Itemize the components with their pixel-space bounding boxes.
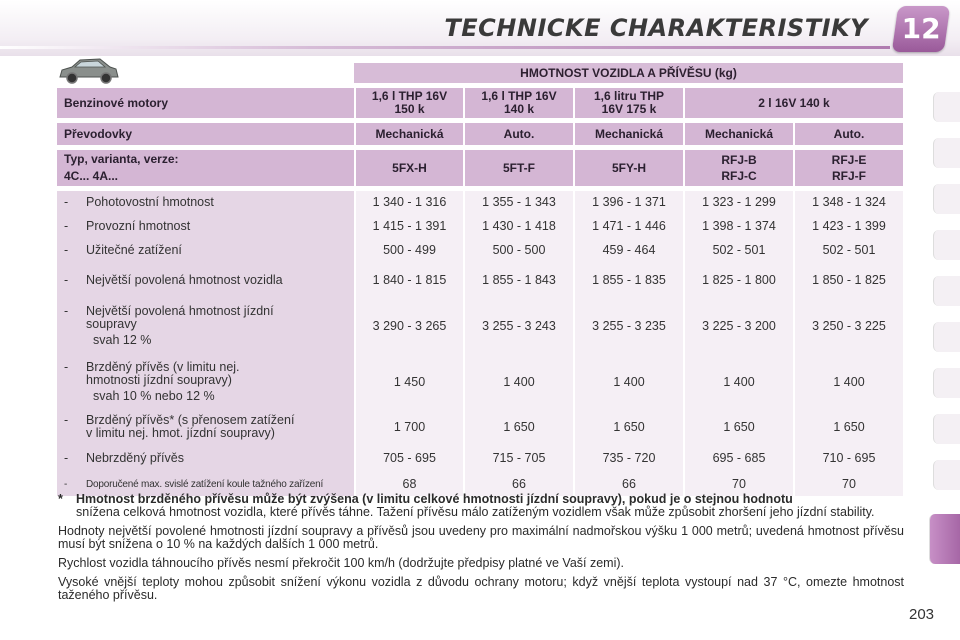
type-cell: 5FT-F [463,150,573,186]
row-value: 1 348 - 1 324 [793,191,903,214]
table-row [57,238,903,263]
type-label-line1: Typ, varianta, verze: [64,152,179,166]
row-dash: - [64,243,69,257]
edge-tab[interactable] [933,184,960,214]
row-label: Nebrzděný přívěs [86,451,184,465]
gearbox-cell: Auto. [463,123,573,145]
row-value: 1 415 - 1 391 [354,214,463,238]
type-cell: 5FY-H [573,150,683,186]
engine-cell: 1,6 l THP 16V 140 k [463,88,573,118]
row-value: 1 450 [354,355,463,409]
row-label-extra: svah 10 % nebo 12 % [93,389,215,403]
row-value: 1 650 [683,409,793,445]
gearbox-cell: Mechanická [354,123,463,145]
edge-tab[interactable] [933,230,960,260]
row-value: 459 - 464 [573,238,683,263]
row-value: 735 - 720 [573,445,683,472]
row-value: 1 400 [573,355,683,409]
gearbox-cell: Mechanická [683,123,793,145]
note-paragraph: Vysoké vnější teploty mohou způsobit snížení výkonu vozidla z důvodu ochrany motoru; když vnější teplota vystoupí nad 37 °C, omezte hmotnost taženého přívěsu. [58,575,904,602]
row-value: 1 430 - 1 418 [463,214,573,238]
row-label: Provozní hmotnost [86,218,191,233]
row-value: 1 323 - 1 299 [683,191,793,214]
table-caption: HMOTNOST VOZIDLA A PŘÍVĚSU (kg) [354,63,903,83]
row-dash: - [64,413,69,427]
table-row [57,214,903,238]
row-dash: - [64,360,69,374]
row-value: 3 225 - 3 200 [683,297,793,355]
engine-cell: 1,6 litru THP 16V 175 k [573,88,683,118]
row-value: 3 255 - 3 243 [463,297,573,355]
row-value: 705 - 695 [354,445,463,472]
row-value: 1 825 - 1 800 [683,263,793,297]
row-value: 1 650 [793,409,903,445]
row-value: 502 - 501 [683,238,793,263]
row-label: Užitečné zatížení [86,243,182,257]
table-row [57,409,903,445]
row-label-cont: soupravy [86,317,137,331]
row-value: 66 [573,472,683,496]
row-value: 66 [463,472,573,496]
row-value: 70 [793,472,903,496]
row-dash: - [64,218,69,233]
edge-tab-active[interactable] [929,514,960,564]
header-divider [0,46,890,49]
row-label-cont: v limitu nej. hmot. jízdní soupravy) [86,426,275,440]
row-value: 500 - 499 [354,238,463,263]
row-value: 715 - 705 [463,445,573,472]
row-value: 3 290 - 3 265 [354,297,463,355]
row-value: 695 - 685 [683,445,793,472]
edge-tab[interactable] [933,414,960,444]
row-label-cont: hmotnosti jízdní soupravy) [86,373,232,387]
engine-row-label: Benzinové motory [57,88,354,118]
row-value: 1 855 - 1 843 [463,263,573,297]
note-paragraph: Rychlost vozidla táhnoucího přívěs nesmí překročit 100 km/h (dodržujte předpisy platné ve Vaší zemi). [58,556,625,570]
gearbox-cell: Mechanická [573,123,683,145]
edge-tab[interactable] [933,276,960,306]
engine-cell: 2 l 16V 140 k [683,88,903,118]
row-value: 1 840 - 1 815 [354,263,463,297]
edge-tab[interactable] [933,92,960,122]
row-value: 1 650 [463,409,573,445]
row-value: 3 250 - 3 225 [793,297,903,355]
note-paragraph: Hodnoty největší povolené hmotnosti jízdní soupravy a přívěsů jsou uvedeny pro maximální nadmořskou výšku 1 000 metrů; uvedená hmotnost přívěsu musí být snížena o 10 % na každých dalších 1 000 metrů. [58,524,904,551]
row-dash: - [64,195,69,209]
row-label: Největší povolená hmotnost jízdní [86,304,274,318]
row-dash: - [64,272,69,287]
table-row [57,263,903,297]
row-value: 68 [354,472,463,496]
row-value: 502 - 501 [793,238,903,263]
row-dash: - [64,479,68,490]
chapter-badge [892,6,950,52]
type-row-label [57,150,354,186]
row-value: 1 850 - 1 825 [793,263,903,297]
table-row [57,445,903,472]
note-star-text: Hmotnost brzděného přívěsu může být zvýšena (v limitu celkové hmotnosti jízdní soupravy), pokud je o stejnou hodnotu [76,492,793,506]
edge-tab[interactable] [933,460,960,490]
star-mark: * [58,492,63,506]
row-value: 710 - 695 [793,445,903,472]
row-label: Doporučené max. svislé zatížení koule tažného zařízení [86,479,324,490]
row-dash: - [64,451,69,465]
edge-tab[interactable] [933,368,960,398]
page-number: 203 [909,606,935,623]
row-value: 1 423 - 1 399 [793,214,903,238]
row-label: Pohotovostní hmotnost [86,195,214,209]
row-value: 1 340 - 1 316 [354,191,463,214]
page-title: TECHNICKE CHARAKTERISTIKY [444,14,868,42]
row-value: 1 396 - 1 371 [573,191,683,214]
weight-table [57,63,903,496]
row-label: Brzděný přívěs* (s přenosem zatížení [86,413,295,427]
row-value: 1 355 - 1 343 [463,191,573,214]
chapter-number: 12 [901,12,941,45]
type-cell: RFJ-E RFJ-F [793,150,903,186]
row-value: 1 400 [793,355,903,409]
row-label-extra: svah 12 % [93,333,152,347]
type-cell: RFJ-B RFJ-C [683,150,793,186]
row-value: 1 471 - 1 446 [573,214,683,238]
gearbox-cell: Auto. [793,123,903,145]
row-label: Brzděný přívěs (v limitu nej. [86,360,240,374]
row-value: 3 255 - 3 235 [573,297,683,355]
note-star [58,492,793,506]
engine-cell: 1,6 l THP 16V 150 k [354,88,463,118]
edge-tab[interactable] [933,138,960,168]
row-value: 1 700 [354,409,463,445]
table-row [57,297,903,355]
notes [58,493,904,608]
row-value: 500 - 500 [463,238,573,263]
row-dash: - [64,304,69,318]
row-label: Největší povolená hmotnost vozidla [86,272,283,287]
table-row [57,191,903,214]
row-value: 1 650 [573,409,683,445]
gearbox-row-label: Převodovky [57,123,354,145]
row-value: 1 400 [683,355,793,409]
type-cell: 5FX-H [354,150,463,186]
row-value: 1 398 - 1 374 [683,214,793,238]
note-star-cont: snížena celková hmotnost vozidla, které přívěs táhne. Tažení přívěsu málo zatíženým vozidlem však může způsobit zhoršení jeho jízdní stability. [76,505,875,519]
row-value: 70 [683,472,793,496]
table-row [57,355,903,409]
type-label-line2: 4C... 4A... [64,169,119,183]
row-value: 1 855 - 1 835 [573,263,683,297]
edge-tab[interactable] [933,322,960,352]
row-value: 1 400 [463,355,573,409]
